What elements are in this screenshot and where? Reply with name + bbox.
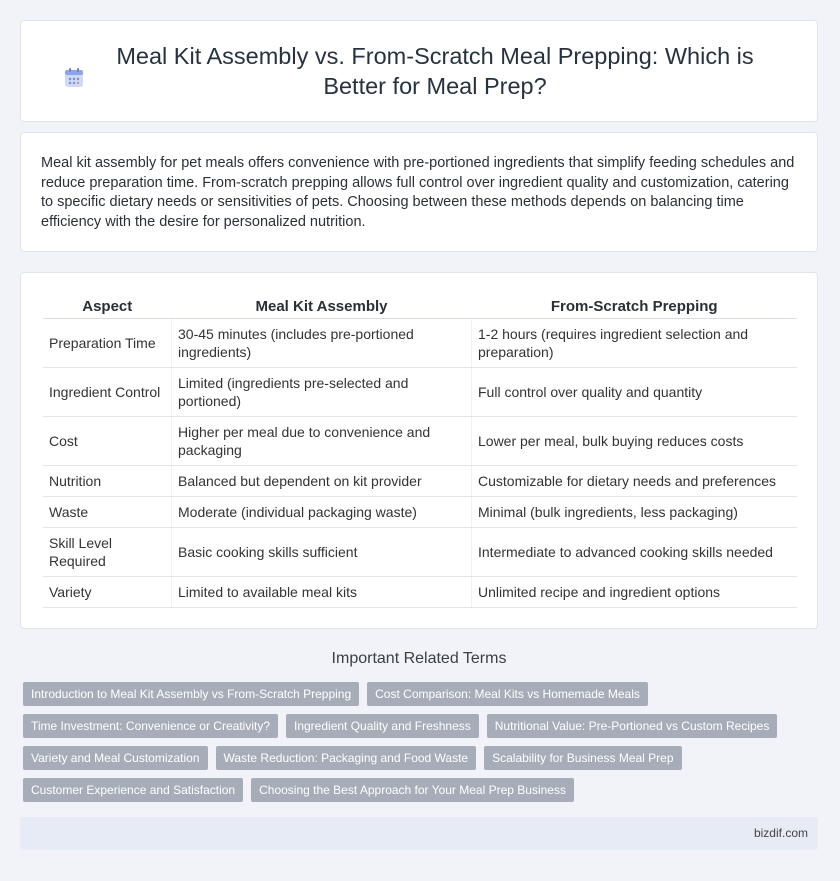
- table-cell: Full control over quality and quantity: [472, 368, 798, 417]
- intro-card: [20, 132, 818, 252]
- tag-row: [23, 746, 803, 770]
- calendar-icon: [63, 67, 85, 89]
- table-row: [43, 466, 797, 497]
- table-row: [43, 528, 797, 577]
- table-cell: Preparation Time: [43, 319, 172, 368]
- table-cell: Intermediate to advanced cooking skills needed: [472, 528, 798, 577]
- table-cell: Ingredient Control: [43, 368, 172, 417]
- table-cell: Unlimited recipe and ingredient options: [472, 577, 798, 608]
- table-cell: Limited (ingredients pre-selected and portioned): [172, 368, 472, 417]
- table-cell: Minimal (bulk ingredients, less packaging): [472, 497, 798, 528]
- related-term-link[interactable]: Nutritional Value: Pre-Portioned vs Custom Recipes: [487, 714, 778, 738]
- table-cell: Customizable for dietary needs and preferences: [472, 466, 798, 497]
- table-cell: Variety: [43, 577, 172, 608]
- related-term-link[interactable]: Variety and Meal Customization: [23, 746, 208, 770]
- page-title: Meal Kit Assembly vs. From-Scratch Meal Prepping: Which is Better for Meal Prep?: [116, 43, 754, 99]
- related-term-link[interactable]: Time Investment: Convenience or Creativity?: [23, 714, 278, 738]
- related-term-link[interactable]: Introduction to Meal Kit Assembly vs From-Scratch Prepping: [23, 682, 359, 706]
- related-term-link[interactable]: Choosing the Best Approach for Your Meal Prep Business: [251, 778, 574, 802]
- tag-row: [23, 714, 803, 738]
- related-term-link[interactable]: Waste Reduction: Packaging and Food Waste: [216, 746, 477, 770]
- table-row: [43, 577, 797, 608]
- table-cell: Limited to available meal kits: [172, 577, 472, 608]
- table-cell: Balanced but dependent on kit provider: [172, 466, 472, 497]
- comparison-table: [43, 295, 797, 608]
- table-header-row: [43, 295, 797, 319]
- related-term-link[interactable]: Cost Comparison: Meal Kits vs Homemade Meals: [367, 682, 648, 706]
- table-row: [43, 497, 797, 528]
- table-cell: Moderate (individual packaging waste): [172, 497, 472, 528]
- intro-paragraph: Meal kit assembly for pet meals offers convenience with pre-portioned ingredients that simplify feeding schedules and reduce preparation time. From-scratch prepping allows full control over ingredient quality and customization, catering to specific dietary needs or sensitivities of pets. Choosing between these methods depends on balancing time efficiency with the desire for personalized nutrition.: [41, 155, 795, 230]
- table-cell: Cost: [43, 417, 172, 466]
- column-header: Meal Kit Assembly: [172, 295, 472, 319]
- table-cell: Skill Level Required: [43, 528, 172, 577]
- table-cell: 30-45 minutes (includes pre-portioned ingredients): [172, 319, 472, 368]
- related-term-link[interactable]: Ingredient Quality and Freshness: [286, 714, 479, 738]
- related-terms-heading: Important Related Terms: [331, 650, 507, 667]
- related-terms-section: [20, 650, 818, 668]
- related-tags: [23, 682, 803, 810]
- tag-row: [23, 682, 803, 706]
- related-term-link[interactable]: Scalability for Business Meal Prep: [484, 746, 681, 770]
- table-cell: Nutrition: [43, 466, 172, 497]
- footer-bar: [20, 817, 818, 850]
- comparison-card: [20, 272, 818, 629]
- table-cell: Higher per meal due to convenience and packaging: [172, 417, 472, 466]
- related-term-link[interactable]: Customer Experience and Satisfaction: [23, 778, 243, 802]
- table-cell: 1-2 hours (requires ingredient selection and preparation): [472, 319, 798, 368]
- column-header: From-Scratch Prepping: [472, 295, 798, 319]
- table-cell: Waste: [43, 497, 172, 528]
- tag-row: [23, 778, 803, 802]
- table-row: [43, 368, 797, 417]
- title-card: [20, 20, 818, 122]
- table-cell: Basic cooking skills sufficient: [172, 528, 472, 577]
- table-row: [43, 417, 797, 466]
- footer-brand[interactable]: bizdif.com: [753, 826, 808, 840]
- table-row: [43, 319, 797, 368]
- column-header: Aspect: [43, 295, 172, 319]
- table-cell: Lower per meal, bulk buying reduces costs: [472, 417, 798, 466]
